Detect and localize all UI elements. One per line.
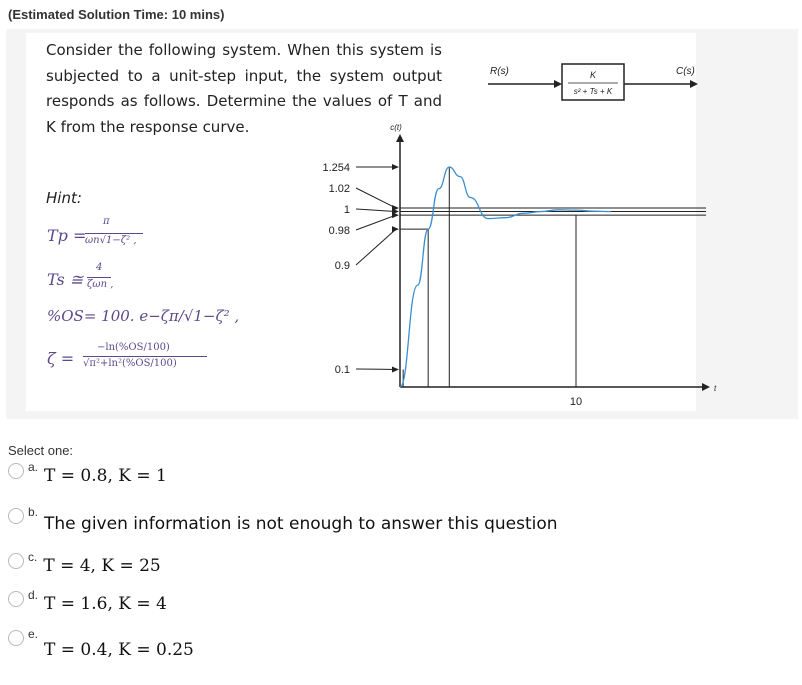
option-e[interactable] bbox=[8, 627, 194, 660]
y-tick-label-1: 1 bbox=[343, 204, 350, 216]
option-a-radio[interactable] bbox=[8, 463, 24, 479]
option-b[interactable] bbox=[8, 505, 558, 534]
y-axis-arrow bbox=[396, 134, 404, 142]
question-text: Consider the following system. When this system is subjected to a unit-step input, the system output responds as follows. Determine the values of T and K from the response curve. bbox=[46, 41, 442, 136]
y-tick-label-0.9: 0.9 bbox=[334, 260, 350, 272]
select-one-label: Select one: bbox=[8, 443, 74, 458]
x-axis-label: t bbox=[714, 384, 717, 393]
y-tick-leader-0.98 bbox=[356, 215, 396, 230]
y-tick-leader-1 bbox=[356, 209, 396, 212]
y-tick-label-0.1: 0.1 bbox=[334, 364, 350, 376]
option-c-radio[interactable] bbox=[8, 553, 24, 569]
estimated-time-header: (Estimated Solution Time: 10 mins) bbox=[8, 7, 225, 22]
y-tick-leader-0.9 bbox=[356, 229, 396, 265]
option-e-text[interactable]: T = 0.4, K = 0.25 bbox=[44, 640, 194, 660]
input-label: R(s) bbox=[490, 66, 509, 77]
tp-fraction-bar bbox=[85, 233, 143, 234]
option-c-letter: c. bbox=[28, 550, 38, 564]
tp-lhs: Tp = bbox=[47, 226, 87, 245]
x-tick-label-10: 10 bbox=[569, 396, 583, 408]
y-tick-arrow-1.254 bbox=[392, 164, 399, 170]
option-b-radio[interactable] bbox=[8, 508, 24, 524]
ts-denominator: ζωn , bbox=[87, 279, 114, 290]
option-d-letter: d. bbox=[28, 588, 39, 602]
ts-numerator: 4 bbox=[96, 262, 103, 273]
option-c-text[interactable]: T = 4, K = 25 bbox=[43, 556, 161, 576]
zeta-fraction-bar bbox=[83, 356, 207, 357]
option-d-text[interactable]: T = 1.6, K = 4 bbox=[44, 594, 167, 614]
tp-numerator: π bbox=[103, 216, 110, 227]
transfer-denominator: s² + Ts + K bbox=[573, 87, 613, 96]
y-tick-arrow-0.9 bbox=[392, 226, 399, 232]
x-axis-arrow bbox=[702, 383, 710, 391]
ts-formula bbox=[47, 264, 197, 300]
option-b-text[interactable]: The given information is not enough to answer this question bbox=[44, 514, 558, 534]
option-b-letter: b. bbox=[28, 505, 39, 519]
option-a[interactable] bbox=[8, 460, 167, 486]
zeta-denominator: √π²+ln²(%OS/100) bbox=[83, 358, 177, 369]
response-curve-chart bbox=[300, 112, 720, 412]
option-e-radio[interactable] bbox=[8, 630, 24, 646]
zeta-numerator: −ln(%OS/100) bbox=[97, 342, 170, 353]
option-c[interactable] bbox=[8, 550, 161, 576]
y-axis-label: c(t) bbox=[390, 123, 402, 132]
y-tick-label-1.02: 1.02 bbox=[328, 183, 350, 195]
block-diagram bbox=[478, 56, 708, 106]
ts-lhs: Ts ≅ bbox=[47, 270, 84, 289]
y-tick-arrow-0.1 bbox=[392, 366, 399, 372]
transfer-numerator: K bbox=[589, 70, 597, 80]
y-tick-label-1.254: 1.254 bbox=[322, 162, 350, 174]
hint-title: Hint: bbox=[46, 189, 82, 207]
tp-formula bbox=[47, 216, 197, 258]
zeta-lhs: ζ = bbox=[47, 349, 75, 368]
zeta-formula bbox=[47, 340, 247, 380]
overshoot-formula: %OS= 100. e−ζπ/√1−ζ² , bbox=[47, 307, 240, 325]
y-tick-label-0.98: 0.98 bbox=[328, 225, 350, 237]
y-tick-leader-1.02 bbox=[356, 188, 396, 208]
option-a-text[interactable]: T = 0.8, K = 1 bbox=[44, 466, 167, 486]
option-e-letter: e. bbox=[28, 627, 39, 641]
option-a-letter: a. bbox=[28, 460, 39, 474]
tp-denominator: ωn√1−ζ² , bbox=[85, 235, 137, 246]
output-label: C(s) bbox=[676, 66, 695, 77]
response-curve bbox=[400, 167, 611, 387]
ts-fraction-bar bbox=[87, 277, 111, 278]
option-d[interactable] bbox=[8, 588, 167, 614]
option-d-radio[interactable] bbox=[8, 591, 24, 607]
